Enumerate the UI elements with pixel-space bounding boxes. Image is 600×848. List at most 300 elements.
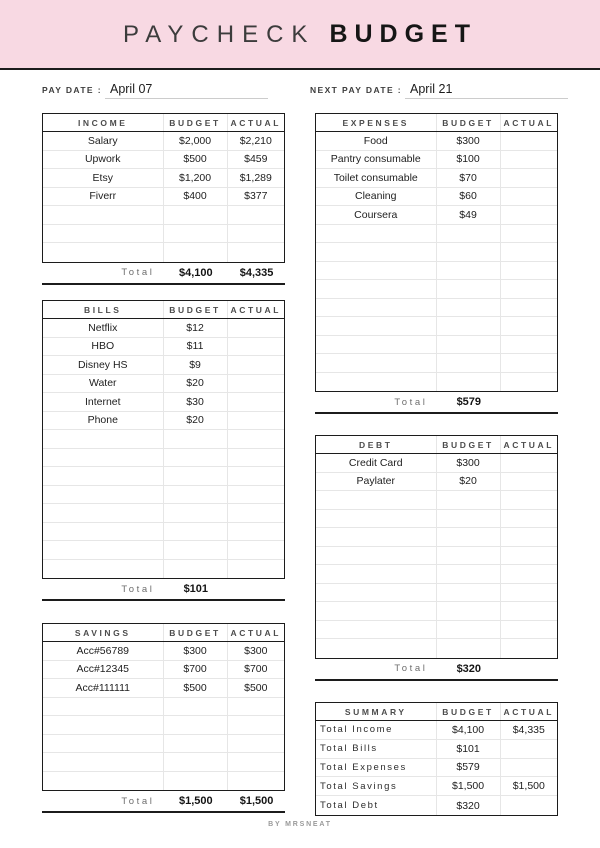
table-empty-row [43,698,284,717]
cell-actual[interactable] [228,541,284,559]
table-empty-row [316,243,557,262]
actual-column-header: ACTUAL [230,117,282,128]
cell-label[interactable] [43,753,164,771]
table-empty-row [43,772,284,791]
cell-actual[interactable]: $700 [244,663,268,676]
cell-actual[interactable]: $500 [244,681,268,694]
table-empty-row [43,467,284,486]
table-title: BILLS [43,301,164,318]
cell-budget[interactable]: $400 [164,188,228,206]
table-empty-row [316,584,557,603]
cell-budget[interactable] [164,449,228,467]
total-divider-line [315,412,558,414]
cell-budget[interactable]: $300 [164,642,228,660]
cell-budget[interactable] [164,772,228,791]
income-table-grid [42,113,285,263]
cell-label[interactable]: Fiverr [43,188,164,206]
table-title: SUMMARY [316,703,437,720]
cell-budget[interactable] [164,735,228,753]
table-empty-row [316,262,557,281]
cell-label[interactable] [316,299,437,317]
table-row [43,393,284,412]
cell-budget[interactable] [437,639,501,658]
table-title: INCOME [43,114,164,131]
cell-budget[interactable] [164,523,228,541]
cell-actual[interactable] [501,354,557,372]
table-row [316,721,557,740]
table-empty-row [43,560,284,579]
table-empty-row [316,373,557,392]
cell-budget[interactable] [164,206,228,224]
table-row [316,473,557,492]
cell-budget[interactable]: $1,500 [437,777,501,795]
cell-label[interactable] [43,541,164,559]
cell-budget[interactable] [164,243,228,262]
cell-label[interactable]: Phone [43,412,164,430]
cell-actual[interactable] [228,319,284,337]
cell-label[interactable]: Total Income [316,721,437,739]
cell-label[interactable] [316,336,437,354]
table-row [43,169,284,188]
cell-actual[interactable] [501,528,557,546]
total-label: Total [121,267,155,278]
budget-column-header: BUDGET [437,114,501,131]
cell-label[interactable]: Total Expenses [316,759,437,777]
table-empty-row [43,225,284,244]
summary-table-grid [315,702,558,816]
cell-actual[interactable] [501,299,557,317]
cell-label[interactable] [43,772,164,791]
table-empty-row [43,206,284,225]
total-divider-line [42,811,285,813]
table-header-row [316,114,557,132]
cell-label[interactable]: Pantry consumable [316,151,437,169]
actual-column-header: ACTUAL [503,439,555,450]
cell-budget[interactable] [164,753,228,771]
bills-table-grid [42,300,285,579]
table-empty-row [316,354,557,373]
budget-column-header: BUDGET [164,624,228,641]
cell-label[interactable]: Cleaning [316,188,437,206]
table-row [316,169,557,188]
cell-budget[interactable]: $500 [164,151,228,169]
cell-budget[interactable] [164,716,228,734]
table-total-row [42,791,285,811]
cell-actual[interactable] [228,560,284,579]
cell-label[interactable]: Water [43,375,164,393]
cell-actual[interactable] [228,698,284,716]
table-empty-row [43,486,284,505]
table-empty-row [316,510,557,529]
cell-actual[interactable] [228,243,284,262]
cell-budget[interactable]: $100 [437,151,501,169]
cell-label[interactable] [43,716,164,734]
table-total-row [315,392,558,412]
table-empty-row [43,541,284,560]
table-row [316,740,557,759]
page-banner [0,0,600,70]
cell-label[interactable] [43,430,164,448]
cell-label[interactable]: Total Savings [316,777,437,795]
page-title [123,20,477,49]
cell-actual[interactable] [501,740,557,758]
cell-actual[interactable] [501,547,557,565]
cell-budget[interactable] [164,467,228,485]
cell-actual[interactable] [228,772,284,791]
table-row [43,412,284,431]
expenses-table [315,113,558,414]
table-empty-row [316,225,557,244]
cell-budget[interactable] [437,510,501,528]
cell-actual[interactable] [501,317,557,335]
table-title: SAVINGS [43,624,164,641]
page-title-bold: BUDGET [329,19,478,48]
cell-actual[interactable] [228,206,284,224]
cell-label[interactable] [316,373,437,392]
cell-actual[interactable] [228,467,284,485]
cell-budget[interactable]: $320 [437,796,501,815]
table-row [316,454,557,473]
cell-label[interactable] [316,280,437,298]
cell-budget[interactable] [437,299,501,317]
cell-label[interactable] [316,262,437,280]
total-divider-line [42,599,285,601]
table-row [43,338,284,357]
cell-label[interactable]: Disney HS [43,356,164,374]
cell-actual[interactable] [501,621,557,639]
cell-actual[interactable] [501,280,557,298]
table-row [316,759,557,778]
cell-actual[interactable] [501,759,557,777]
cell-actual[interactable] [228,753,284,771]
budget-column-header: BUDGET [164,114,228,131]
cell-actual[interactable]: $459 [244,153,268,166]
next-pay-date-value[interactable]: April 21 [405,82,568,99]
table-row [316,132,557,151]
table-row [43,151,284,170]
cell-actual[interactable] [501,262,557,280]
cell-label[interactable]: Salary [43,132,164,150]
cell-actual[interactable] [228,225,284,243]
table-row [316,206,557,225]
cell-budget[interactable]: $300 [437,454,501,472]
cell-budget[interactable] [437,262,501,280]
cell-actual[interactable] [228,338,284,356]
cell-label[interactable] [316,225,437,243]
cell-actual[interactable]: $377 [244,190,268,203]
cell-actual[interactable] [501,473,557,491]
cell-label[interactable] [316,491,437,509]
table-title: DEBT [316,436,437,453]
cell-actual[interactable] [501,188,557,206]
table-empty-row [316,602,557,621]
cell-actual[interactable] [501,796,557,815]
table-empty-row [316,639,557,658]
table-total-row [315,659,558,679]
table-empty-row [316,528,557,547]
cell-label[interactable]: Credit Card [316,454,437,472]
cell-label[interactable] [43,560,164,579]
cell-actual[interactable]: $1,500 [512,780,545,793]
actual-column-header: ACTUAL [230,304,282,315]
table-empty-row [43,504,284,523]
cell-actual[interactable] [228,735,284,753]
cell-budget[interactable]: $300 [437,132,501,150]
cell-budget[interactable] [164,698,228,716]
cell-label[interactable]: Paylater [316,473,437,491]
cell-label[interactable]: Netflix [43,319,164,337]
cell-actual[interactable] [228,393,284,411]
cell-label[interactable] [43,504,164,522]
cell-budget[interactable] [437,354,501,372]
total-budget-value: $1,500 [178,795,213,807]
cell-budget[interactable] [437,280,501,298]
cell-budget[interactable] [164,560,228,579]
table-row [316,188,557,207]
cell-label[interactable] [316,584,437,602]
cell-budget[interactable] [164,486,228,504]
cell-label[interactable] [316,354,437,372]
cell-actual[interactable] [501,639,557,658]
cell-budget[interactable] [437,317,501,335]
cell-budget[interactable]: $49 [437,206,501,224]
cell-actual[interactable] [501,584,557,602]
actual-column-header: ACTUAL [503,706,555,717]
cell-budget[interactable] [164,541,228,559]
table-title: EXPENSES [316,114,437,131]
cell-label[interactable]: Coursera [316,206,437,224]
next-pay-date-label: NEXT PAY DATE : [310,85,403,95]
cell-label[interactable] [43,735,164,753]
table-empty-row [316,491,557,510]
total-label: Total [121,795,155,807]
cell-budget[interactable]: $9 [164,356,228,374]
total-label: Total [121,583,155,595]
cell-budget[interactable] [437,584,501,602]
budget-column-header: BUDGET [437,703,501,720]
expenses-table-grid [315,113,558,392]
total-divider-line [42,283,285,285]
budget-column-header: BUDGET [164,301,228,318]
total-label: Total [394,396,428,408]
summary-table [315,702,558,816]
table-empty-row [316,299,557,318]
cell-label[interactable] [316,621,437,639]
pay-date-label: PAY DATE : [42,85,102,95]
cell-label[interactable] [43,486,164,504]
cell-budget[interactable] [437,602,501,620]
table-empty-row [316,547,557,566]
income-table [42,113,285,285]
cell-label[interactable]: Upwork [43,151,164,169]
cell-budget[interactable] [164,504,228,522]
cell-label[interactable] [316,547,437,565]
cell-label[interactable] [316,510,437,528]
cell-label[interactable]: Total Bills [316,740,437,758]
cell-actual[interactable] [501,132,557,150]
cell-label[interactable]: Food [316,132,437,150]
cell-budget[interactable] [437,225,501,243]
cell-actual[interactable]: $4,335 [512,723,545,736]
cell-label[interactable] [316,317,437,335]
table-empty-row [43,735,284,754]
cell-label[interactable] [316,528,437,546]
total-label: Total [394,663,428,674]
table-row [43,188,284,207]
cell-budget[interactable]: $2,000 [164,132,228,150]
cell-actual[interactable] [501,454,557,472]
table-empty-row [316,317,557,336]
cell-budget[interactable]: $70 [437,169,501,187]
debt-table-grid [315,435,558,659]
budget-column-header: BUDGET [437,436,501,453]
cell-label[interactable]: Etsy [43,169,164,187]
savings-table [42,623,285,813]
cell-actual[interactable] [228,449,284,467]
cell-actual[interactable] [228,523,284,541]
cell-actual[interactable] [501,243,557,261]
cell-budget[interactable] [164,430,228,448]
total-actual-value: $1,500 [239,795,274,807]
cell-actual[interactable]: $2,210 [239,134,272,147]
table-empty-row [43,449,284,468]
total-budget-value: $579 [456,396,482,408]
debt-table [315,435,558,681]
table-row [316,796,557,815]
cell-budget[interactable]: $4,100 [437,721,501,739]
table-header-row [316,703,557,721]
total-budget-value: $101 [183,583,209,595]
table-empty-row [43,243,284,262]
cell-actual[interactable] [501,169,557,187]
cell-actual[interactable] [501,510,557,528]
table-empty-row [43,753,284,772]
cell-budget[interactable]: $20 [164,412,228,430]
cell-budget[interactable]: $579 [437,759,501,777]
cell-actual[interactable] [501,491,557,509]
cell-budget[interactable] [437,621,501,639]
cell-actual[interactable] [501,151,557,169]
cell-label[interactable] [43,225,164,243]
cell-label[interactable] [316,639,437,658]
cell-label[interactable]: Acc#12345 [43,661,164,679]
actual-column-header: ACTUAL [230,627,282,638]
savings-table-grid [42,623,285,791]
cell-budget[interactable] [437,243,501,261]
cell-actual[interactable] [501,206,557,224]
table-total-row [42,263,285,283]
table-row [43,356,284,375]
cell-budget[interactable]: $500 [164,679,228,697]
cell-budget[interactable] [437,491,501,509]
cell-label[interactable] [316,243,437,261]
cell-budget[interactable] [437,336,501,354]
cell-budget[interactable]: $1,200 [164,169,228,187]
pay-date-block [42,79,268,99]
pay-date-value[interactable]: April 07 [105,82,268,99]
cell-actual[interactable] [228,486,284,504]
credit-text: BY MRSNEAT [268,821,332,828]
cell-actual[interactable] [228,430,284,448]
total-divider-line [315,679,558,681]
total-budget-value: $320 [456,662,482,675]
cell-actual[interactable] [228,504,284,522]
table-empty-row [316,336,557,355]
table-empty-row [43,430,284,449]
table-header-row [43,301,284,319]
cell-label[interactable]: Acc#111111 [43,679,164,697]
table-header-row [316,436,557,454]
cell-budget[interactable] [437,547,501,565]
total-budget-value: $4,100 [178,266,213,279]
cell-actual[interactable] [501,336,557,354]
total-actual-value: $4,335 [239,266,274,279]
table-row [43,642,284,661]
cell-label[interactable] [43,698,164,716]
cell-actual[interactable]: $1,289 [239,171,272,184]
cell-budget[interactable]: $20 [437,473,501,491]
cell-actual[interactable] [228,412,284,430]
cell-actual[interactable]: $300 [244,644,268,657]
table-row [43,319,284,338]
cell-actual[interactable] [501,373,557,392]
cell-label[interactable]: Acc#56789 [43,642,164,660]
cell-budget[interactable]: $12 [164,319,228,337]
cell-budget[interactable]: $30 [164,393,228,411]
cell-actual[interactable] [501,225,557,243]
cell-label[interactable] [43,449,164,467]
cell-budget[interactable]: $20 [164,375,228,393]
cell-budget[interactable]: $60 [437,188,501,206]
actual-column-header: ACTUAL [503,117,555,128]
cell-label[interactable]: Internet [43,393,164,411]
table-empty-row [43,523,284,542]
table-row [316,777,557,796]
cell-actual[interactable] [228,375,284,393]
bills-table [42,300,285,601]
cell-budget[interactable]: $101 [437,740,501,758]
cell-label[interactable] [43,523,164,541]
cell-label[interactable]: Total Debt [316,796,437,815]
table-empty-row [316,280,557,299]
table-empty-row [316,621,557,640]
table-row [43,375,284,394]
cell-label[interactable] [316,602,437,620]
cell-label[interactable] [316,565,437,583]
table-row [316,151,557,170]
cell-actual[interactable] [228,716,284,734]
table-header-row [43,624,284,642]
cell-label[interactable] [43,243,164,262]
cell-label[interactable] [43,206,164,224]
cell-budget[interactable] [437,528,501,546]
cell-label[interactable]: Toilet consumable [316,169,437,187]
cell-label[interactable] [43,467,164,485]
cell-budget[interactable] [437,373,501,392]
page-title-light: PAYCHECK [122,20,316,48]
cell-budget[interactable]: $700 [164,661,228,679]
cell-budget[interactable]: $11 [164,338,228,356]
cell-label[interactable]: HBO [43,338,164,356]
table-row [43,661,284,680]
next-pay-date-block [310,79,568,99]
cell-actual[interactable] [228,356,284,374]
cell-actual[interactable] [501,565,557,583]
table-total-row [42,579,285,599]
cell-actual[interactable] [501,602,557,620]
cell-budget[interactable] [437,565,501,583]
cell-budget[interactable] [164,225,228,243]
